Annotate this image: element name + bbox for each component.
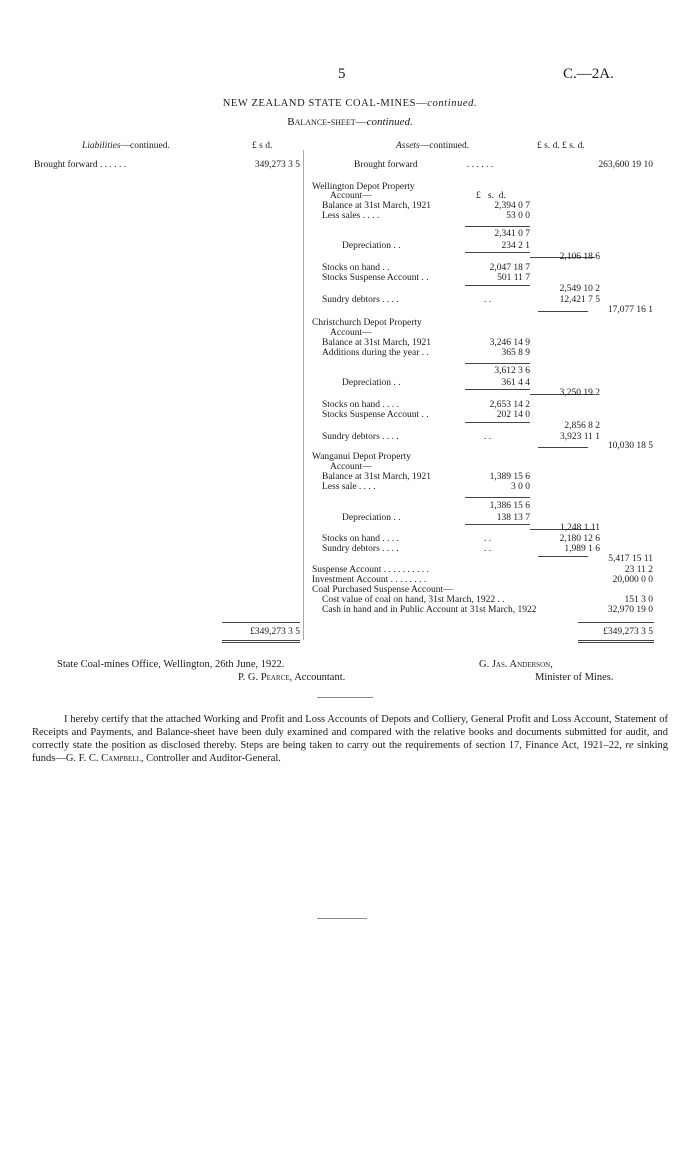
assets-header: Assets—continued.	[396, 141, 470, 151]
wanganui-less-value: 3 0 0	[511, 482, 530, 492]
wellington-balance-value: 2,394 0 7	[494, 201, 530, 211]
wellington-depreciation-label: Depreciation . .	[342, 241, 401, 251]
christchurch-suspense-value: 202 14 0	[496, 410, 530, 420]
liabilities-header: Liabilities—continued.	[82, 141, 170, 151]
wanganui-net-value: 1,248 1 11	[559, 523, 600, 533]
christchurch-depreciation-label: Depreciation . .	[342, 378, 401, 388]
wanganui-debtors-label: Sundry debtors . . . .	[322, 544, 399, 554]
assets-total-underline	[578, 640, 654, 641]
wellington-balance-label: Balance at 31st March, 1921	[322, 201, 431, 211]
christchurch-subtotal: 3,612 3 6	[494, 366, 530, 376]
wellington-section-total: 17,077 16 1	[607, 305, 653, 315]
wanganui-less-label: Less sale . . . .	[322, 482, 376, 492]
liabilities-lsd-header: £ s d.	[252, 141, 273, 151]
wellington-debtors-value: 12,421 7 5	[559, 295, 600, 305]
christchurch-debtors-dots: . .	[484, 432, 492, 442]
christchurch-suspense-label: Stocks Suspense Account . .	[322, 410, 429, 420]
wellington-stocks-rule	[465, 285, 530, 286]
page-title	[0, 98, 700, 109]
end-divider	[317, 918, 367, 919]
christchurch-balance-label: Balance at 31st March, 1921	[322, 338, 431, 348]
title-main: NEW ZEALAND STATE COAL-MINES—	[222, 98, 428, 109]
christchurch-stocks-rule	[465, 422, 530, 423]
investment-account-value: 20,000 0 0	[612, 575, 653, 585]
wanganui-dep-rule	[465, 524, 530, 525]
christchurch-title-2: Account—	[330, 328, 372, 338]
subtitle-continued: continued.	[366, 116, 413, 128]
accountant-signature: P. G. Pearce, Accountant.	[238, 672, 346, 683]
wanganui-title-2: Account—	[330, 462, 372, 472]
liabilities-total-rule	[222, 622, 300, 623]
suspense-account-label: Suspense Account . . . . . . . . . .	[312, 565, 429, 575]
christchurch-section-total: 10,030 18 5	[607, 441, 653, 451]
christchurch-dep-rule	[465, 389, 530, 390]
liabilities-total-underline-2	[222, 642, 300, 643]
wellington-title: Wellington Depot Property	[312, 182, 415, 192]
wanganui-depreciation-value: 138 13 7	[496, 513, 530, 523]
investment-account-label: Investment Account . . . . . . . .	[312, 575, 427, 585]
wellington-stocks-value: 2,047 18 7	[489, 263, 530, 273]
audit-certificate: I hereby certify that the attached Working and Profit and Loss Accounts of Depots and Colliery, General Profit and Loss Account, Statement of Receipts and Payments, and Balance-sheet have been duly examined and compared with the relative books and documents submitted for audit, and correctly state the position as disclosed thereby. Steps are being taken to carry out the requirements of section 17, Finance Act, 1921–22, re sinking funds—G. F. C. Campbell, Controller and Auditor-General.	[32, 714, 669, 764]
wanganui-title: Wanganui Depot Property	[312, 452, 411, 462]
christchurch-subtotal-rule	[465, 363, 530, 364]
christchurch-debtors-label: Sundry debtors . . . .	[322, 432, 399, 442]
assets-total-rule	[578, 622, 654, 623]
wanganui-stocks-value: 2,180 12 6	[559, 534, 600, 544]
wellington-depreciation-value: 234 2 1	[501, 241, 530, 251]
page-subtitle	[0, 116, 700, 128]
wellington-dep-rule	[465, 252, 530, 253]
christchurch-stocks-label: Stocks on hand . . . .	[322, 400, 400, 410]
page-number: 5	[338, 66, 346, 82]
wellington-less-label: Less sales . . . .	[322, 211, 380, 221]
section-divider	[317, 697, 373, 698]
christchurch-balance-value: 3,246 14 9	[489, 338, 530, 348]
title-continued: continued.	[427, 98, 478, 109]
christchurch-additions-label: Additions during the year . .	[322, 348, 429, 358]
wanganui-balance-label: Balance at 31st March, 1921	[322, 472, 431, 482]
wellington-less-value: 53 0 0	[506, 211, 530, 221]
christchurch-stocks-value: 2,653 14 2	[489, 400, 530, 410]
assets-total: £349,273 3 5	[603, 627, 653, 637]
subtitle-main: Balance-sheet—	[287, 116, 367, 128]
wellington-subtotal-rule	[465, 226, 530, 227]
christchurch-title: Christchurch Depot Property	[312, 318, 422, 328]
coal-cost-value: 151 3 0	[624, 595, 653, 605]
wanganui-subtotal-rule	[465, 497, 530, 498]
wellington-subtotal: 2,341 0 7	[494, 229, 530, 239]
wanganui-balance-value: 1,389 15 6	[489, 472, 530, 482]
liabilities-total: £349,273 3 5	[250, 627, 300, 637]
wellington-debtors-dots: . .	[484, 295, 492, 305]
assets-lsd-header: £ s. d. £ s. d.	[537, 141, 585, 151]
suspense-account-value: 23 11 2	[624, 565, 653, 575]
cash-label: Cash in hand and in Public Account at 31st March, 1922	[322, 605, 537, 615]
assets-brought-forward-label: Brought forward	[354, 160, 418, 170]
wanganui-stocks-dots: . .	[484, 534, 492, 544]
liabilities-brought-forward-value: 349,273 3 5	[254, 160, 300, 170]
assets-brought-forward-dots: . . . . . .	[467, 160, 494, 170]
wanganui-subtotal: 1,386 15 6	[489, 501, 530, 511]
column-divider	[303, 150, 304, 640]
wellington-lsd-header: £ s. d.	[476, 191, 506, 201]
christchurch-depreciation-value: 361 4 4	[501, 378, 530, 388]
wanganui-section-total: 5,417 15 11	[608, 554, 653, 564]
wellington-suspense-label: Stocks Suspense Account . .	[322, 273, 429, 283]
cash-value: 32,970 19 0	[607, 605, 653, 615]
assets-total-underline-2	[578, 642, 654, 643]
minister-title: Minister of Mines.	[535, 672, 614, 683]
document-reference: C.—2A.	[563, 66, 614, 82]
christchurch-additions-value: 365 8 9	[501, 348, 530, 358]
liabilities-total-underline	[222, 640, 300, 641]
wellington-stocks-total: 2,549 10 2	[559, 284, 600, 294]
wellington-title-2: Account—	[330, 191, 372, 201]
wellington-net-value: 2,106 18 6	[559, 252, 600, 262]
wanganui-debtors-value: 1,989 1 6	[564, 544, 600, 554]
christchurch-net-value: 3,250 19 2	[559, 388, 600, 398]
christchurch-debtors-value: 3,923 11 1	[559, 432, 600, 442]
wellington-stocks-label: Stocks on hand . .	[322, 263, 390, 273]
coal-suspense-label: Coal Purchased Suspense Account—	[312, 585, 453, 595]
christchurch-stocks-total: 2,856 8 2	[564, 421, 600, 431]
assets-brought-forward-value: 263,600 19 10	[598, 160, 653, 170]
liabilities-brought-forward-label: Brought forward . . . . . .	[34, 160, 127, 170]
wanganui-stocks-label: Stocks on hand . . . .	[322, 534, 400, 544]
wellington-debtors-label: Sundry debtors . . . .	[322, 295, 399, 305]
minister-signature: G. Jas. Anderson,	[479, 659, 553, 670]
wellington-suspense-value: 501 11 7	[497, 273, 530, 283]
wanganui-depreciation-label: Depreciation . .	[342, 513, 401, 523]
wanganui-debtors-dots: . .	[484, 544, 492, 554]
coal-cost-label: Cost value of coal on hand, 31st March, 1922 . .	[322, 595, 505, 605]
office-date-line: State Coal-mines Office, Wellington, 26th June, 1922.	[57, 659, 285, 670]
